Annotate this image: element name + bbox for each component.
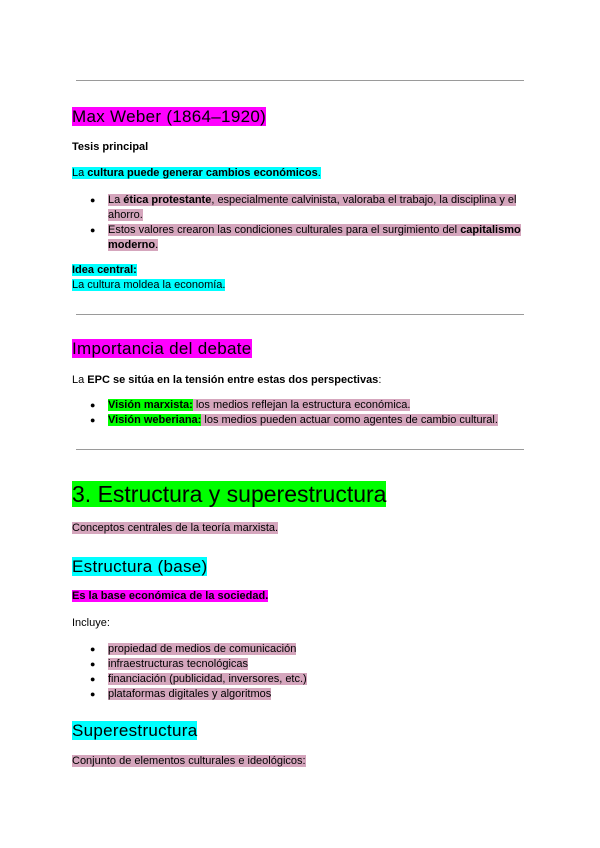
superestructura-definition: Conjunto de elementos culturales e ideológicos:: [72, 755, 306, 767]
debate-bullet-list: [90, 398, 530, 428]
tesis-label: Tesis principal: [72, 141, 149, 153]
list-item: ● plataformas digitales y algoritmos: [90, 687, 530, 702]
base-heading: Estructura (base): [72, 557, 208, 576]
weber-bullet-list: [90, 193, 530, 253]
debate-intro: La EPC se sitúa en la tensión entre estas dos perspectivas:: [72, 374, 382, 386]
divider: [76, 314, 524, 315]
idea-central: Idea central: La cultura moldea la economía.: [72, 264, 226, 291]
tesis-statement: La cultura puede generar cambios económicos.: [72, 167, 321, 179]
list-item: ● Estos valores crearon las condiciones culturales para el surgimiento del capitalismo moderno.: [90, 223, 530, 253]
list-item: ● financiación (publicidad, inversores, etc.): [90, 672, 530, 687]
divider: [76, 80, 524, 81]
weber-heading: Max Weber (1864–1920): [72, 107, 267, 126]
divider: [76, 449, 524, 450]
list-item: ● Visión weberiana: los medios pueden actuar como agentes de cambio cultural.: [90, 413, 530, 428]
list-item: ● infraestructuras tecnológicas: [90, 657, 530, 672]
incluye-label: Incluye:: [72, 617, 110, 629]
list-item: ● Visión marxista: los medios reflejan la estructura económica.: [90, 398, 530, 413]
superestructura-heading: Superestructura: [72, 721, 198, 740]
debate-heading: Importancia del debate: [72, 339, 252, 358]
section-3-intro: Conceptos centrales de la teoría marxista.: [72, 522, 279, 534]
list-item: ● La ética protestante, especialmente calvinista, valoraba el trabajo, la disciplina y el ahorro.: [90, 193, 530, 223]
list-item: ● propiedad de medios de comunicación: [90, 642, 530, 657]
base-bullet-list: [90, 642, 530, 702]
section-3-heading: 3. Estructura y superestructura: [72, 481, 387, 507]
base-definition: Es la base económica de la sociedad.: [72, 590, 269, 602]
